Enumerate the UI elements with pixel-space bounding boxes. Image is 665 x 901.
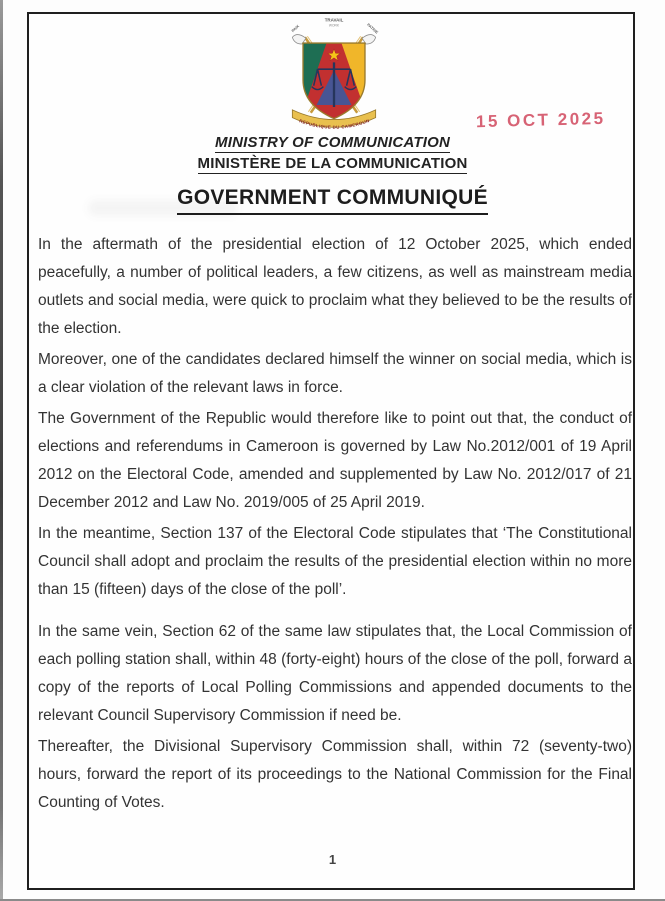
ministry-header xyxy=(0,134,665,174)
paragraph: In the same vein, Section 62 of the same law stipulates that, the Local Commission of each polling station shall, within 48 (forty-eight) hours of the close of the poll, forward a copy of the reports of Local Polling Commissions and appended documents to the relevant Council Supervisory Commission if need be. xyxy=(38,623,632,724)
paragraph: The Government of the Republic would therefore like to point out that, the conduct of elections and referendums in Cameroon is governed by Law No.2012/001 of 19 April 2012 on the Electoral Code, amended and supplemented by Law No. 2012/017 of 21 December 2012 and Law No. 2019/005 of 25 April 2019. xyxy=(38,410,632,511)
motto-travail: TRAVAIL xyxy=(324,17,344,23)
shield-icon xyxy=(295,35,372,124)
motto-work: WORK xyxy=(328,23,340,28)
paragraph: Thereafter, the Divisional Supervisory Commission shall, within 72 (seventy-two) hours, forward the report of its proceedings to the National Commission for the Final Counting of Votes. xyxy=(38,738,632,811)
motto-paix: PAIX xyxy=(290,23,301,34)
coat-of-arms-icon xyxy=(266,14,402,136)
document-title: GOVERNMENT COMMUNIQUÉ xyxy=(177,186,488,215)
paragraph: In the meantime, Section 137 of the Electoral Code stipulates that ‘The Constitutional Council shall adopt and proclaim the results of the presidential election within no more than 15 (fifteen) days of the close of the poll’. xyxy=(38,525,632,598)
ministry-title-fr: MINISTÈRE DE LA COMMUNICATION xyxy=(197,155,468,172)
paragraph: Moreover, one of the candidates declared himself the winner on social media, which is a clear violation of the relevant laws in force. xyxy=(38,351,632,396)
paragraph: In the aftermath of the presidential election of 12 October 2025, which ended peacefully, a number of political leaders, a few citizens, as well as mainstream media outlets and social media, were quick to proclaim what they believed to be the results of the election. xyxy=(38,236,632,337)
page-number: 1 xyxy=(328,852,337,867)
document-title-wrap xyxy=(0,186,665,215)
date-stamp: 15 OCT 2025 xyxy=(475,108,606,132)
ministry-title-en: MINISTRY OF COMMUNICATION xyxy=(215,134,450,151)
motto-patrie: PATRIE xyxy=(366,21,380,35)
document-body xyxy=(38,231,632,820)
banner-text: RÉPUBLIQUE DU CAMEROUN xyxy=(298,117,371,130)
